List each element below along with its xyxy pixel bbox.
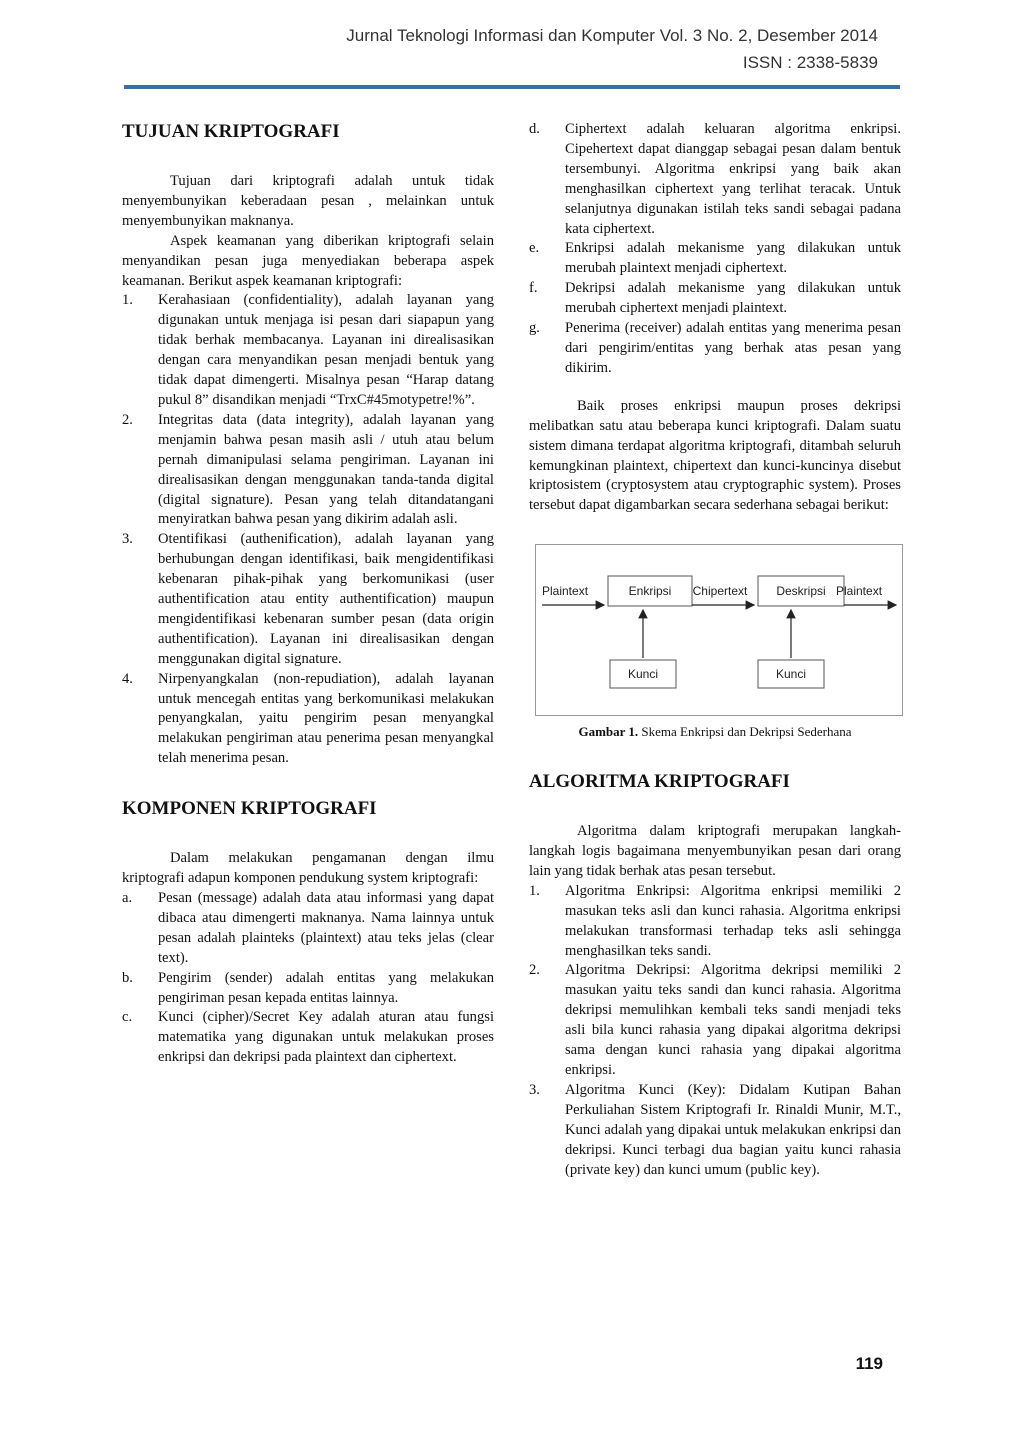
right-column: [529, 120, 901, 1180]
list-item: a. Pesan (message) adalah data atau informasi yang dapat dibaca atau dimengerti maknanya. Nama lainnya untuk pesan adalah plainteks (plaintext) atau teks jelas (clear text).: [122, 890, 494, 966]
diagram-label-deskripsi: Deskripsi: [776, 584, 826, 599]
diagram-label-kunci-left: Kunci: [627, 667, 659, 682]
paragraph: Tujuan dari kriptografi adalah untuk tidak menyembunyikan keberadaan pesan , melainkan untuk menyembunyikan maknanya.: [122, 173, 494, 229]
diagram-label-plaintext-out: Plaintext: [836, 584, 883, 599]
diagram-label-enkripsi: Enkripsi: [628, 584, 672, 599]
list-item: c. Kunci (cipher)/Secret Key adalah aturan atau fungsi matematika yang digunakan untuk melakukan proses enkripsi dan dekripsi pada plaintext dan ciphertext.: [122, 1009, 494, 1066]
list-item: 3. Algoritma Kunci (Key): Didalam Kutipan Bahan Perkuliahan Sistem Kriptografi Ir. Rinaldi Munir, M.T., Kunci adalah yang dipakai untuk melakukan enkripsi dan dekripsi. Kunci terbagi dua bagian yaitu kunci rahasia (private key) dan kunci umum (public key).: [529, 1081, 901, 1178]
component-list-continued: [529, 120, 901, 379]
section-title-algoritma: ALGORITMA KRIPTOGRAFI: [529, 771, 790, 793]
component-list: [122, 889, 494, 1068]
figure-caption: Gambar 1. Skema Enkripsi dan Dekripsi Sederhana: [578, 724, 852, 740]
section-title-komponen: KOMPONEN KRIPTOGRAFI: [122, 798, 377, 820]
list-item: e. Enkripsi adalah mekanisme yang dilakukan untuk merubah plaintext menjadi ciphertext.: [529, 240, 901, 277]
aspect-list: [122, 291, 494, 769]
list-item: 2. Algoritma Dekripsi: Algoritma dekripsi memiliki 2 masukan yaitu teks sandi dan kunci rahasia. Algoritma dekripsi memulihkan kembali teks sandi menjadi teks asli bila kunci rahasia yang dipakai algoritma dekripsi sama dengan kunci rahasia yang dipakai algoritma enkripsi.: [529, 962, 901, 1078]
algorithm-list: [529, 882, 901, 1181]
page-number: 119: [855, 1354, 883, 1373]
left-column: [122, 120, 494, 1068]
list-item: 3. Otentifikasi (authenification), adalah layanan yang berhubungan dengan identifikasi, baik mengidentifikasi kebenaran pihak-pihak yang berkomunikasi (user authentification atau entity authentification) maupun mengidentifikasi kebenaran sumber pesan (data origin authentification). Layanan ini direalisasikan dengan menggunakan digital signature.: [122, 531, 494, 667]
journal-header: Jurnal Teknologi Informasi dan Komputer Vol. 3 No. 2, Desember 2014: [346, 26, 878, 45]
diagram-label-plaintext-in: Plaintext: [542, 584, 589, 599]
list-item: 4. Nirpenyangkalan (non-repudiation), adalah layanan untuk mencegah entitas yang berkomunikasi melakukan penyangkalan, yaitu pengirim pesan menyangkal melakukan pengiriman atau penerima pesan menyangkal telah menerima pesan.: [122, 670, 494, 767]
header-rule: [124, 85, 900, 89]
paragraph: Aspek keamanan yang diberikan kriptografi selain menyandikan pesan juga menyediakan beberapa aspek keamanan. Berikut aspek keamanan kriptografi:: [122, 232, 494, 289]
list-item: 2. Integritas data (data integrity), adalah layanan yang menjamin bahwa pesan masih asli / utuh atau belum pernah dimanipulasi selama pengiriman. Layanan ini direalisasikan dengan menggunakan tanda-tanda digital (digital signature). Pesan yang telah ditandatangani menyiratkan bahwa pesan yang dikirim adalah asli.: [122, 411, 494, 528]
diagram-label-chipertext: Chipertext: [692, 584, 748, 599]
list-item: d. Ciphertext adalah keluaran algoritma enkripsi. Cipehertext dapat dianggap sebagai pesan dalam bentuk tersembunyi. Algoritma enkripsi yang baik akan menghasilkan ciphertext yang terlihat teracak. Untuk selanjutnya digunakan istilah teks sandi sebagai padana kata ciphertext.: [529, 121, 901, 237]
diagram-svg: [536, 545, 902, 715]
issn-header: ISSN : 2338-5839: [742, 53, 878, 72]
list-item: f. Dekripsi adalah mekanisme yang dilakukan untuk merubah ciphertext menjadi plaintext.: [529, 280, 901, 317]
encryption-diagram: [535, 544, 903, 716]
list-item: 1. Kerahasiaan (confidentiality), adalah layanan yang digunakan untuk menjaga isi pesan dari siapapun yang tidak berhak membacanya. Layanan ini direalisasikan dengan cara menyandikan pesan menjadi bentuk yang tidak dapat dimengerti. Misalnya pesan “Harap datang pukul 8” disandikan menjadi “TrxC#45motypetre!%”.: [122, 292, 494, 408]
list-item: b. Pengirim (sender) adalah entitas yang melakukan pengiriman pesan kepada entitas lainnya.: [122, 969, 494, 1006]
paragraph: Dalam melakukan pengamanan dengan ilmu kriptografi adapun komponen pendukung system kriptografi:: [122, 850, 494, 887]
paragraph: Baik proses enkripsi maupun proses dekripsi melibatkan satu atau beberapa kunci kriptografi. Dalam suatu sistem dimana terdapat algoritma kriptografi, ditambah seluruh kemungkinan plaintext, chipertext dan kunci-kuncinya disebut kriptosistem (cryptosystem atau cryptographic system). Proses tersebut dapat digambarkan secara sederhana sebagai berikut:: [529, 397, 901, 514]
diagram-label-kunci-right: Kunci: [775, 667, 807, 682]
list-item: 1. Algoritma Enkripsi: Algoritma enkripsi memiliki 2 masukan teks asli dan kunci rahasia. Algoritma enkripsi melakukan transformasi terhadap teks asli sehingga menghasilkan teks sandi.: [529, 882, 901, 959]
paragraph: Algoritma dalam kriptografi merupakan langkah-langkah logis bagaimana menyembunyikan pesan dari orang lain yang tidak berhak atas pesan tersebut.: [529, 823, 901, 879]
section-title-tujuan: TUJUAN KRIPTOGRAFI: [122, 121, 340, 142]
list-item: g. Penerima (receiver) adalah entitas yang menerima pesan dari pengirim/entitas yang berhak atas pesan yang dikirim.: [529, 320, 901, 376]
